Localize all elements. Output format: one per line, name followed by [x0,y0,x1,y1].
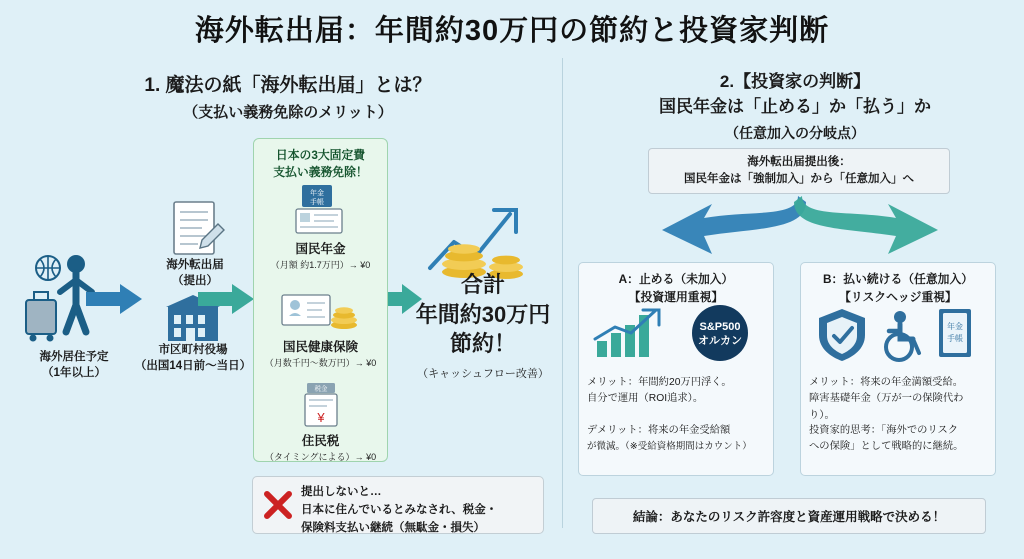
left-section-heading [28,70,548,122]
option-a-heading [579,271,773,306]
svg-text:手帳: 手帳 [309,199,324,206]
option-a-demerit [587,423,765,456]
option-a-demerit-line1: デメリット：将来の年金受給額 [587,425,731,436]
traveler-label-line2: （1年以上） [42,366,106,379]
wheelchair-icon [873,309,927,363]
exempt-costs-panel [253,138,388,462]
option-b-heading-line2: 【リスクヘッジ重視】 [839,289,957,304]
left-heading-secondary: （支払い義務免除のメリット） [183,104,393,121]
total-savings-line3: 節約！ [449,331,516,357]
exempt-panel-title [254,147,387,181]
option-a-heading-line2: 【投資運用重視】 [628,289,724,304]
traveler-label-line1: 海外居住予定 [39,351,109,363]
svg-text:税金: 税金 [314,385,327,393]
svg-text:オルカン: オルカン [698,335,742,347]
right-heading-primary: 2.【投資家の判断】 [719,72,871,91]
conclusion-banner: 結論：あなたのリスク許容度と資産運用戦略で決める！ [592,498,986,534]
city-hall-label-line1: 市区町村役場 [158,344,228,356]
savings-growth-icon [424,190,542,280]
exempt-item-health [254,291,387,369]
doc-label-line1: 海外転出届 [166,259,224,271]
investment-chart-icon [589,307,675,361]
exempt-item-residence-tax [254,381,387,463]
exempt-item-health-name: 国民健康保険 [282,340,358,354]
exempt-item-pension-name: 国民年金 [295,242,346,256]
section-divider [562,58,563,528]
option-b-thinking [809,423,987,456]
option-b-thinking-line1: 投資家的思考：「海外でのリスク [809,425,959,436]
svg-text:年金: 年金 [947,322,963,331]
option-b-heading [801,271,995,306]
city-hall-label [128,343,258,374]
exempt-item-tax-name: 住民税 [301,434,340,448]
branch-arrows [600,196,1000,262]
arrow-person-to-office [86,282,144,316]
exempt-item-pension-sub: （月額 約1.7万円）→ ¥0 [270,260,371,270]
option-b-heading-line1: B：払い続ける（任意加入） [822,272,974,286]
right-heading-question: 国民年金は「止める」か「払う」か [659,96,931,116]
total-savings-line1: 合計 [460,272,505,297]
health-insurance-card-icon [276,291,366,335]
option-b-merit [809,375,987,424]
option-a-demerit-line2: が微減。（※受給資格期間はカウント） [587,441,752,453]
exempt-item-health-sub: （月数千円〜数万円）→ ¥0 [264,358,377,368]
page-title: 海外転出届：年間約30万円の節約と投資家判断 [194,15,830,47]
exempt-item-pension [254,183,387,271]
doc-label-line2: （提出） [172,274,218,287]
traveler-label [14,350,134,381]
warning-line2: 日本に住んでいるとみなされ、税金・ [301,503,498,516]
index-fund-badge-icon [677,303,763,363]
svg-text:手帳: 手帳 [947,334,963,343]
warning-box [252,476,544,534]
exempt-panel-title-line2: 支払い義務免除！ [273,165,368,180]
city-hall-label-line2: （出国14日前〜当日） [134,359,252,372]
status-banner-line2: 国民年金は「強制加入」から「任意加入」へ [684,173,914,185]
option-a-heading-line1: A：止める（未加入） [618,272,734,286]
option-b-thinking-line2: への保険」として戦略的に継続。 [809,441,964,453]
exempt-item-tax-sub: （タイミングによる）→ ¥0 [264,452,377,462]
warning-line3: 保険料支払い継続（無駄金・損失） [301,521,485,534]
option-a-merit-line1: メリット：年間約20万円浮く。 [587,377,732,388]
warning-text [301,484,537,537]
document-icon [140,200,250,260]
total-savings-sub: （キャッシュフロー改善） [417,368,549,381]
left-heading-primary: 1. 魔法の紙「海外転出届」とは？ [144,75,432,96]
shield-icon [815,307,869,363]
option-b-card [800,262,996,476]
status-banner-line1: 海外転出届提出後： [747,155,851,168]
arrow-office-to-panel [198,282,256,316]
svg-text:年金: 年金 [309,190,324,197]
svg-text:S&P500: S&P500 [699,321,741,333]
pension-book-icon [929,305,981,363]
tax-bill-icon [291,381,351,429]
option-b-merit-line2: 障害基礎年金（万が一の保険代わり）。 [809,393,964,421]
x-mark-icon [263,490,293,520]
total-savings [408,270,558,381]
right-section-heading [580,70,1010,143]
option-a-card [578,262,774,476]
exempt-panel-title-line1: 日本の3大固定費 [275,148,366,162]
option-a-merit-line2: 自分で運用（ROI追求）。 [587,393,704,405]
svg-text:¥: ¥ [316,410,325,425]
status-banner [648,148,950,194]
option-b-merit-line1: メリット：将来の年金満額受給。 [809,377,964,388]
right-heading-sub: （任意加入の分岐点） [725,125,865,142]
total-savings-line2: 年間約30万円 [415,301,551,327]
warning-line1: 提出しないと… [301,486,382,498]
option-a-merit [587,375,765,408]
pension-card-icon [286,183,356,237]
transfer-notification-doc [140,200,250,287]
